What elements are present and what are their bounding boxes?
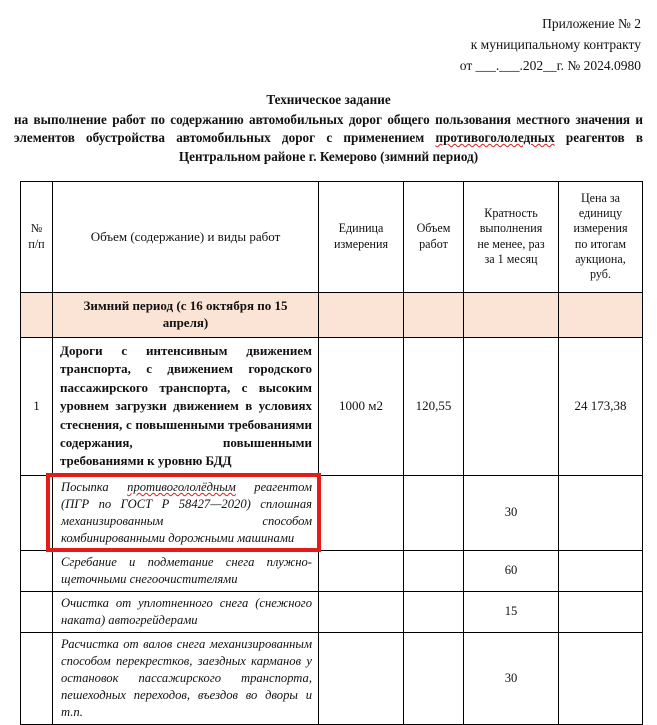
row-number — [21, 475, 53, 550]
table-row — [21, 550, 643, 591]
column-header-price-line2: единицу — [578, 206, 623, 221]
season-band-unit-cell — [319, 292, 404, 337]
work-text-part-1: Посыпка — [61, 479, 128, 494]
work-spellcheck-word: противогололёдным — [127, 479, 236, 494]
column-header-works: Объем (содержание) и виды работ — [53, 181, 319, 292]
row-number — [21, 550, 53, 591]
column-header-multiplicity-line3: не менее, раз — [477, 236, 545, 251]
row-unit — [319, 550, 404, 591]
row-volume: 120,55 — [404, 337, 464, 475]
row-price — [559, 550, 643, 591]
season-band-price-cell — [559, 292, 643, 337]
row-work-description: Сгребание и подметание снега плужно-щеточными снегоочистителями — [53, 550, 319, 591]
table-row — [21, 337, 643, 475]
season-band-row — [21, 292, 643, 337]
column-header-price-line6: руб. — [590, 267, 611, 282]
document-subtitle — [14, 111, 643, 167]
column-header-price — [559, 181, 643, 292]
season-band-num-cell — [21, 292, 53, 337]
row-volume — [404, 550, 464, 591]
specification-table — [20, 181, 643, 725]
column-header-unit — [319, 181, 404, 292]
row-volume — [404, 632, 464, 724]
row-multiplicity: 60 — [464, 550, 559, 591]
row-multiplicity — [464, 337, 559, 475]
row-price — [559, 632, 643, 724]
appendix-number: Приложение № 2 — [542, 16, 641, 31]
column-header-number-line2: п/п — [28, 236, 45, 251]
row-work-description: Расчистка от валов снега механизированным способом перекрестков, заездных карманов у остановок пассажирского транспорта, пешеходных переходов, въездов во дворы и т.п. — [53, 632, 319, 724]
column-header-price-line1: Цена за — [580, 191, 621, 205]
column-header-price-line4: по итогам — [574, 236, 627, 251]
row-multiplicity: 15 — [464, 591, 559, 632]
season-band-label: Зимний период (с 16 октября по 15 апреля) — [53, 292, 319, 337]
column-header-multiplicity-line4: за 1 месяц — [484, 251, 538, 266]
row-unit: 1000 м2 — [319, 337, 404, 475]
row-volume — [404, 591, 464, 632]
row-price — [559, 475, 643, 550]
column-header-multiplicity — [464, 181, 559, 292]
document-header — [0, 0, 657, 77]
column-header-price-line3: измерения — [573, 221, 628, 236]
contract-reference: к муниципальному контракту — [470, 36, 641, 52]
column-header-price-line5: аукциона, — [575, 251, 626, 266]
table-row — [21, 475, 643, 550]
row-multiplicity: 30 — [464, 632, 559, 724]
specification-table-wrapper — [20, 181, 642, 725]
work-text-part-2: реагентом (ПГР по ГОСТ Р 58427—2020) сплошная механизированным способом комбинированными дорожными машинами — [61, 479, 312, 545]
season-band-multiplicity-cell — [464, 292, 559, 337]
column-header-unit-line1: Единица — [338, 221, 384, 236]
row-multiplicity: 30 — [464, 475, 559, 550]
column-header-volume-line1: Объем — [416, 221, 451, 236]
column-header-number-line1: № — [30, 221, 43, 236]
column-header-multiplicity-line2: выполнения — [479, 221, 543, 236]
subtitle-part-1: на выполнение работ по содержанию автомобильных дорог общего пользования местного значения и элементов обустройства автомобильных дорог с применением — [14, 111, 643, 146]
row-price: 24 173,38 — [559, 337, 643, 475]
row-unit — [319, 591, 404, 632]
column-header-volume-line2: работ — [419, 236, 448, 251]
row-volume — [404, 475, 464, 550]
column-header-volume — [404, 181, 464, 292]
row-work-description: Очистка от уплотненного снега (снежного наката) автогрейдерами — [53, 591, 319, 632]
subtitle-part-2: реагентов в Центральном районе г. Кемерово (зимний период) — [178, 130, 643, 164]
title-block — [0, 91, 657, 167]
row-number: 1 — [21, 337, 53, 475]
subtitle-spellcheck-word: противогололедных — [435, 130, 555, 146]
row-work-description: Дороги с интенсивным движением транспорта, с движением городского пассажирского транспорта, с высоким уровнем загрузки движением в условиях стеснения, с повышенными требованиями содержания, повышенными требованиями к уровню БДД — [53, 337, 319, 475]
contract-date-number: от ___.___.202__г. № 2024.0980 — [459, 57, 641, 73]
row-work-description — [53, 475, 319, 550]
column-header-unit-line2: измерения — [333, 236, 389, 251]
row-price — [559, 591, 643, 632]
row-number — [21, 591, 53, 632]
table-header-row — [21, 181, 643, 292]
table-row — [21, 632, 643, 724]
row-unit — [319, 475, 404, 550]
row-unit — [319, 632, 404, 724]
column-header-multiplicity-line1: Кратность — [484, 206, 538, 221]
table-row — [21, 591, 643, 632]
column-header-number — [21, 181, 53, 292]
season-band-volume-cell — [404, 292, 464, 337]
row-number — [21, 632, 53, 724]
document-title: Техническое задание — [266, 91, 391, 107]
